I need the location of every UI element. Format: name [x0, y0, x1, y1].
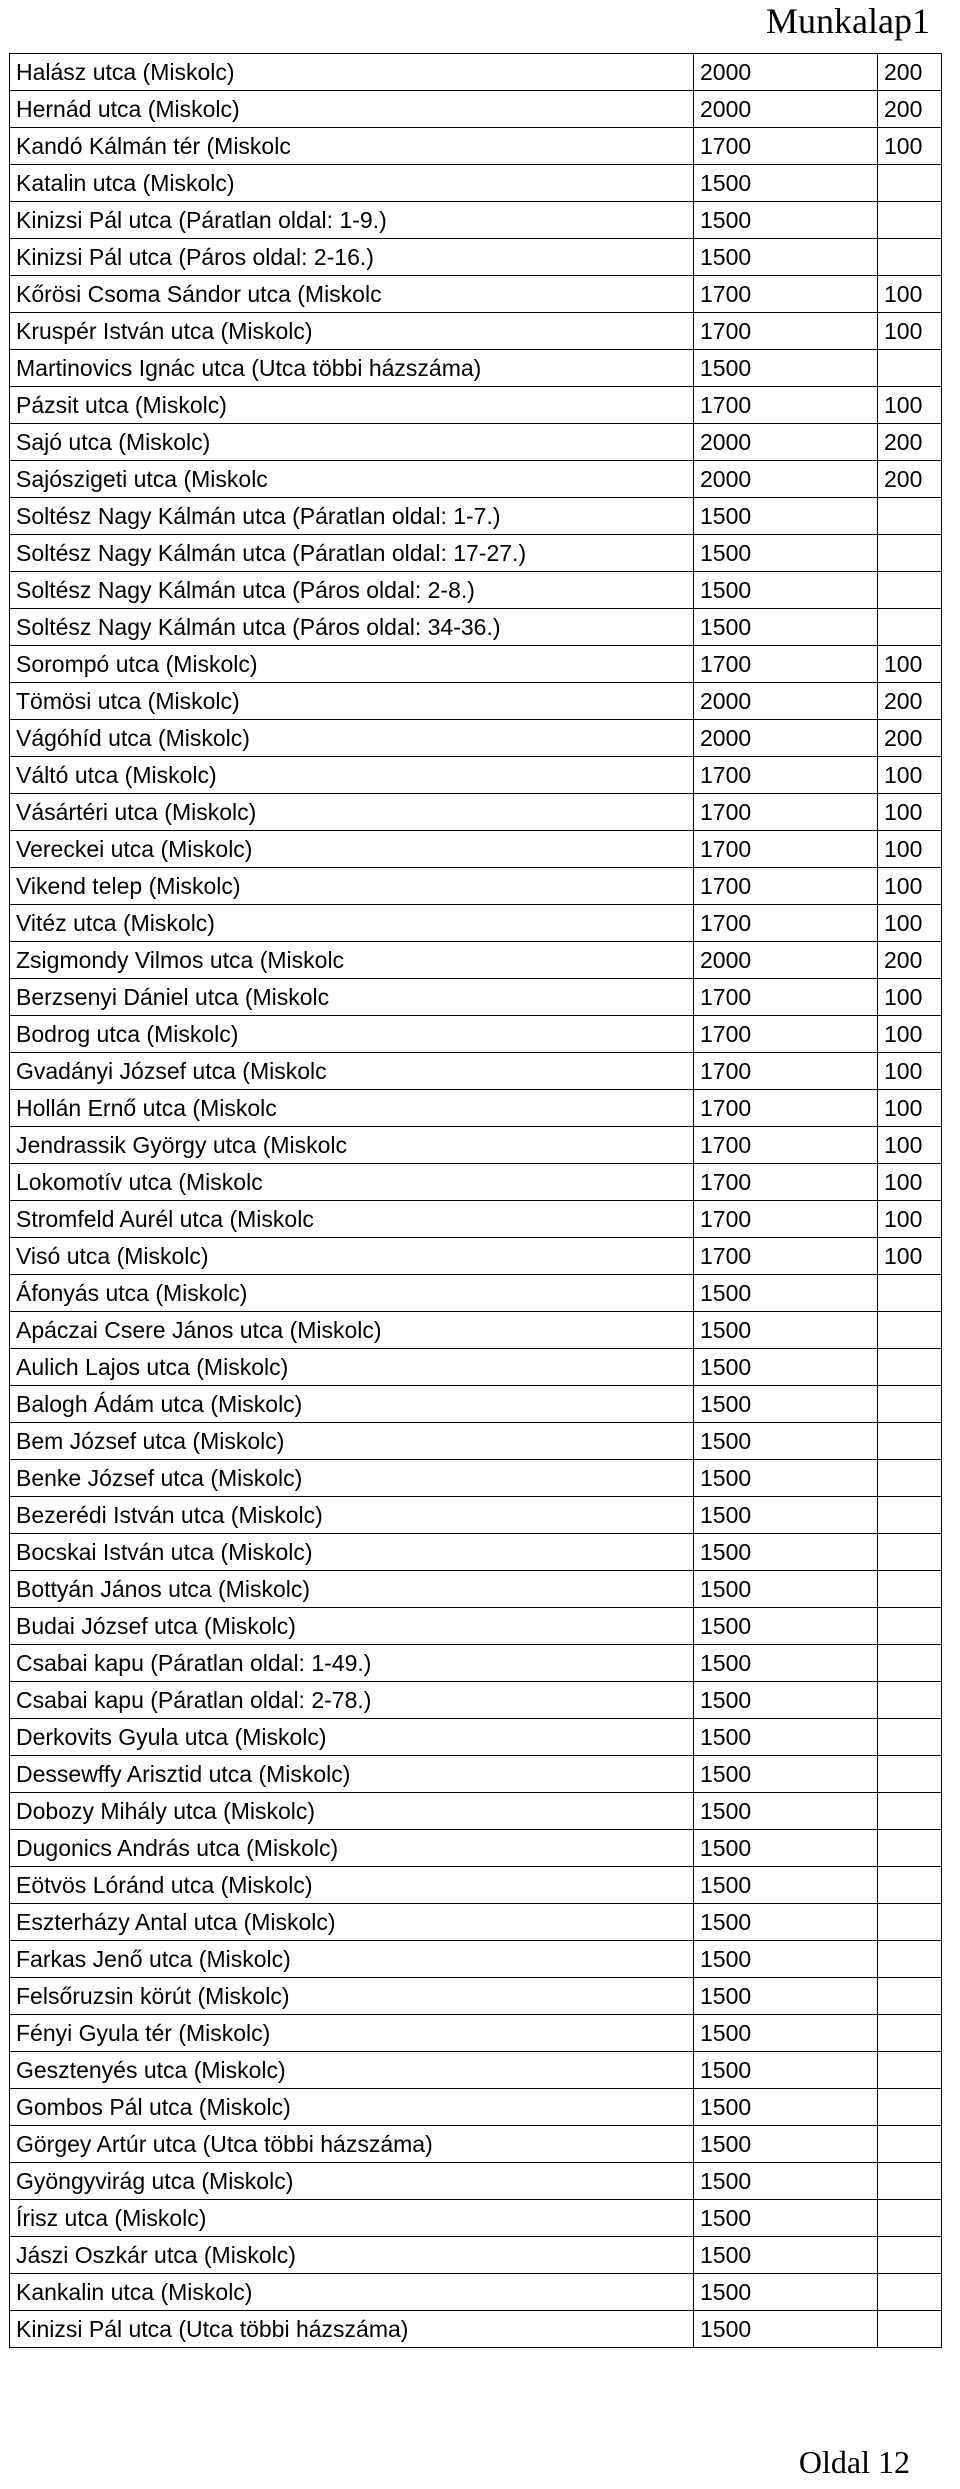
value-a-cell: 1500	[694, 239, 878, 276]
table-row	[10, 1053, 942, 1090]
table-row	[10, 91, 942, 128]
street-name-cell: Tömösi utca (Miskolc)	[10, 683, 694, 720]
value-b-cell	[878, 2015, 942, 2052]
value-a-cell: 1500	[694, 1645, 878, 1682]
street-name-cell: Váltó utca (Miskolc)	[10, 757, 694, 794]
street-name-cell: Kinizsi Pál utca (Páratlan oldal: 1-9.)	[10, 202, 694, 239]
table-row	[10, 239, 942, 276]
table-row	[10, 683, 942, 720]
table-row	[10, 794, 942, 831]
street-price-table	[9, 53, 942, 2348]
value-a-cell: 1700	[694, 979, 878, 1016]
street-name-cell: Dessewffy Arisztid utca (Miskolc)	[10, 1756, 694, 1793]
value-b-cell	[878, 1534, 942, 1571]
street-name-cell: Bodrog utca (Miskolc)	[10, 1016, 694, 1053]
value-a-cell: 1700	[694, 1090, 878, 1127]
value-a-cell: 1700	[694, 1201, 878, 1238]
street-name-cell: Kankalin utca (Miskolc)	[10, 2274, 694, 2311]
value-b-cell: 100	[878, 128, 942, 165]
value-a-cell: 1500	[694, 1867, 878, 1904]
value-a-cell: 2000	[694, 424, 878, 461]
value-b-cell	[878, 239, 942, 276]
value-b-cell	[878, 1682, 942, 1719]
street-name-cell: Visó utca (Miskolc)	[10, 1238, 694, 1275]
street-name-cell: Kinizsi Pál utca (Utca többi házszáma)	[10, 2311, 694, 2348]
street-name-cell: Hernád utca (Miskolc)	[10, 91, 694, 128]
table-row	[10, 1497, 942, 1534]
value-b-cell	[878, 1830, 942, 1867]
value-a-cell: 1500	[694, 609, 878, 646]
value-b-cell	[878, 2089, 942, 2126]
street-name-cell: Gesztenyés utca (Miskolc)	[10, 2052, 694, 2089]
table-row	[10, 350, 942, 387]
table-row	[10, 2089, 942, 2126]
table-row	[10, 609, 942, 646]
value-b-cell	[878, 1608, 942, 1645]
value-a-cell: 2000	[694, 91, 878, 128]
table-row	[10, 1201, 942, 1238]
value-b-cell: 100	[878, 1164, 942, 1201]
value-b-cell: 100	[878, 1201, 942, 1238]
street-name-cell: Vitéz utca (Miskolc)	[10, 905, 694, 942]
value-b-cell	[878, 2163, 942, 2200]
value-a-cell: 1700	[694, 128, 878, 165]
street-name-cell: Bottyán János utca (Miskolc)	[10, 1571, 694, 1608]
value-a-cell: 1700	[694, 276, 878, 313]
value-b-cell	[878, 572, 942, 609]
street-name-cell: Felsőruzsin körút (Miskolc)	[10, 1978, 694, 2015]
table-row	[10, 2311, 942, 2348]
value-b-cell	[878, 1460, 942, 1497]
value-b-cell: 100	[878, 1016, 942, 1053]
street-name-cell: Benke József utca (Miskolc)	[10, 1460, 694, 1497]
value-b-cell: 200	[878, 942, 942, 979]
value-a-cell: 1500	[694, 1978, 878, 2015]
value-b-cell: 100	[878, 276, 942, 313]
table-row	[10, 535, 942, 572]
table-row	[10, 1238, 942, 1275]
street-name-cell: Katalin utca (Miskolc)	[10, 165, 694, 202]
table-row	[10, 461, 942, 498]
value-b-cell: 100	[878, 313, 942, 350]
table-row	[10, 313, 942, 350]
value-b-cell	[878, 1386, 942, 1423]
value-a-cell: 1500	[694, 1275, 878, 1312]
value-b-cell	[878, 1349, 942, 1386]
value-b-cell	[878, 2126, 942, 2163]
table-row	[10, 1904, 942, 1941]
street-name-cell: Dugonics András utca (Miskolc)	[10, 1830, 694, 1867]
street-name-cell: Bezerédi István utca (Miskolc)	[10, 1497, 694, 1534]
street-name-cell: Soltész Nagy Kálmán utca (Páratlan oldal: 1-7.)	[10, 498, 694, 535]
street-name-cell: Kőrösi Csoma Sándor utca (Miskolc	[10, 276, 694, 313]
value-a-cell: 1500	[694, 535, 878, 572]
table-row	[10, 1275, 942, 1312]
table-row	[10, 202, 942, 239]
value-b-cell	[878, 165, 942, 202]
value-a-cell: 1500	[694, 2089, 878, 2126]
table-row	[10, 646, 942, 683]
value-a-cell: 1500	[694, 1941, 878, 1978]
value-a-cell: 1500	[694, 1793, 878, 1830]
value-a-cell: 1700	[694, 646, 878, 683]
table-row	[10, 1016, 942, 1053]
value-a-cell: 1500	[694, 1608, 878, 1645]
table-row	[10, 54, 942, 91]
table-row	[10, 868, 942, 905]
value-a-cell: 1500	[694, 1571, 878, 1608]
value-b-cell	[878, 2274, 942, 2311]
table-row	[10, 942, 942, 979]
street-name-cell: Sajó utca (Miskolc)	[10, 424, 694, 461]
table-row	[10, 2200, 942, 2237]
street-name-cell: Csabai kapu (Páratlan oldal: 2-78.)	[10, 1682, 694, 1719]
value-b-cell	[878, 2311, 942, 2348]
street-name-cell: Bocskai István utca (Miskolc)	[10, 1534, 694, 1571]
table-row	[10, 1090, 942, 1127]
value-b-cell	[878, 202, 942, 239]
value-b-cell	[878, 1275, 942, 1312]
street-name-cell: Vereckei utca (Miskolc)	[10, 831, 694, 868]
value-b-cell	[878, 1719, 942, 1756]
value-a-cell: 1500	[694, 2015, 878, 2052]
street-name-cell: Fényi Gyula tér (Miskolc)	[10, 2015, 694, 2052]
value-a-cell: 2000	[694, 54, 878, 91]
table-row	[10, 2126, 942, 2163]
value-b-cell	[878, 1978, 942, 2015]
street-name-cell: Berzsenyi Dániel utca (Miskolc	[10, 979, 694, 1016]
value-b-cell	[878, 1571, 942, 1608]
street-name-cell: Soltész Nagy Kálmán utca (Páros oldal: 2-8.)	[10, 572, 694, 609]
street-name-cell: Vágóhíd utca (Miskolc)	[10, 720, 694, 757]
street-name-cell: Gombos Pál utca (Miskolc)	[10, 2089, 694, 2126]
value-a-cell: 1500	[694, 1830, 878, 1867]
street-name-cell: Vásártéri utca (Miskolc)	[10, 794, 694, 831]
table-row	[10, 1608, 942, 1645]
table-row	[10, 2274, 942, 2311]
value-a-cell: 1500	[694, 1349, 878, 1386]
street-name-cell: Eszterházy Antal utca (Miskolc)	[10, 1904, 694, 1941]
street-name-cell: Farkas Jenő utca (Miskolc)	[10, 1941, 694, 1978]
table-row	[10, 905, 942, 942]
value-b-cell: 200	[878, 54, 942, 91]
street-name-cell: Eötvös Lóránd utca (Miskolc)	[10, 1867, 694, 1904]
street-name-cell: Apáczai Csere János utca (Miskolc)	[10, 1312, 694, 1349]
value-a-cell: 1700	[694, 1127, 878, 1164]
table-row	[10, 165, 942, 202]
table-row	[10, 1312, 942, 1349]
value-a-cell: 2000	[694, 942, 878, 979]
value-a-cell: 1500	[694, 1719, 878, 1756]
table-row	[10, 498, 942, 535]
table-row	[10, 2052, 942, 2089]
value-b-cell: 200	[878, 683, 942, 720]
table-row	[10, 1682, 942, 1719]
value-b-cell: 200	[878, 91, 942, 128]
value-b-cell: 200	[878, 720, 942, 757]
street-name-cell: Aulich Lajos utca (Miskolc)	[10, 1349, 694, 1386]
value-b-cell: 100	[878, 1238, 942, 1275]
value-b-cell: 200	[878, 424, 942, 461]
sheet-title: Munkalap1	[766, 1, 930, 41]
street-name-cell: Jászi Oszkár utca (Miskolc)	[10, 2237, 694, 2274]
table-row	[10, 572, 942, 609]
value-b-cell	[878, 1312, 942, 1349]
value-b-cell	[878, 2052, 942, 2089]
value-b-cell	[878, 1793, 942, 1830]
value-a-cell: 1700	[694, 905, 878, 942]
value-b-cell: 100	[878, 757, 942, 794]
table-body	[10, 54, 942, 2348]
table-row	[10, 831, 942, 868]
table-row	[10, 276, 942, 313]
table-row	[10, 2163, 942, 2200]
value-a-cell: 1500	[694, 2126, 878, 2163]
value-b-cell	[878, 1941, 942, 1978]
table-row	[10, 1423, 942, 1460]
value-a-cell: 1500	[694, 498, 878, 535]
value-b-cell: 100	[878, 387, 942, 424]
street-name-cell: Kruspér István utca (Miskolc)	[10, 313, 694, 350]
table-row	[10, 720, 942, 757]
street-name-cell: Sorompó utca (Miskolc)	[10, 646, 694, 683]
street-name-cell: Gvadányi József utca (Miskolc	[10, 1053, 694, 1090]
value-b-cell: 100	[878, 868, 942, 905]
street-name-cell: Derkovits Gyula utca (Miskolc)	[10, 1719, 694, 1756]
value-b-cell	[878, 2200, 942, 2237]
street-name-cell: Csabai kapu (Páratlan oldal: 1-49.)	[10, 1645, 694, 1682]
street-name-cell: Bem József utca (Miskolc)	[10, 1423, 694, 1460]
value-a-cell: 1700	[694, 1238, 878, 1275]
value-a-cell: 1500	[694, 202, 878, 239]
street-name-cell: Vikend telep (Miskolc)	[10, 868, 694, 905]
table-row	[10, 424, 942, 461]
table-row	[10, 1719, 942, 1756]
value-a-cell: 1500	[694, 2237, 878, 2274]
table-row	[10, 1793, 942, 1830]
street-name-cell: Sajószigeti utca (Miskolc	[10, 461, 694, 498]
value-a-cell: 1700	[694, 1164, 878, 1201]
table-row	[10, 1127, 942, 1164]
value-b-cell: 100	[878, 1127, 942, 1164]
value-b-cell	[878, 609, 942, 646]
street-name-cell: Görgey Artúr utca (Utca többi házszáma)	[10, 2126, 694, 2163]
table-row	[10, 2237, 942, 2274]
table-row	[10, 1867, 942, 1904]
value-b-cell: 100	[878, 831, 942, 868]
value-b-cell: 100	[878, 794, 942, 831]
street-name-cell: Dobozy Mihály utca (Miskolc)	[10, 1793, 694, 1830]
table-row	[10, 757, 942, 794]
table-row	[10, 1941, 942, 1978]
street-name-cell: Stromfeld Aurél utca (Miskolc	[10, 1201, 694, 1238]
value-a-cell: 1500	[694, 572, 878, 609]
street-name-cell: Halász utca (Miskolc)	[10, 54, 694, 91]
value-b-cell	[878, 498, 942, 535]
street-name-cell: Áfonyás utca (Miskolc)	[10, 1275, 694, 1312]
value-b-cell	[878, 1756, 942, 1793]
value-a-cell: 1500	[694, 2163, 878, 2200]
value-a-cell: 1500	[694, 1756, 878, 1793]
value-b-cell	[878, 1497, 942, 1534]
value-b-cell	[878, 2237, 942, 2274]
table-row	[10, 1830, 942, 1867]
value-b-cell: 100	[878, 905, 942, 942]
value-a-cell: 1500	[694, 1460, 878, 1497]
street-name-cell: Martinovics Ignác utca (Utca többi házszáma)	[10, 350, 694, 387]
street-name-cell: Soltész Nagy Kálmán utca (Páratlan oldal: 17-27.)	[10, 535, 694, 572]
value-a-cell: 1700	[694, 757, 878, 794]
value-b-cell: 100	[878, 646, 942, 683]
value-a-cell: 1500	[694, 2311, 878, 2348]
value-a-cell: 1500	[694, 2200, 878, 2237]
table-row	[10, 128, 942, 165]
table-row	[10, 1645, 942, 1682]
value-a-cell: 1700	[694, 794, 878, 831]
value-a-cell: 1500	[694, 1386, 878, 1423]
street-name-cell: Hollán Ernő utca (Miskolc	[10, 1090, 694, 1127]
value-a-cell: 1500	[694, 2052, 878, 2089]
street-name-cell: Írisz utca (Miskolc)	[10, 2200, 694, 2237]
value-b-cell	[878, 1904, 942, 1941]
value-a-cell: 2000	[694, 683, 878, 720]
value-b-cell: 100	[878, 1090, 942, 1127]
street-name-cell: Soltész Nagy Kálmán utca (Páros oldal: 34-36.)	[10, 609, 694, 646]
value-b-cell: 100	[878, 1053, 942, 1090]
value-a-cell: 1700	[694, 313, 878, 350]
table-row	[10, 1756, 942, 1793]
value-a-cell: 1500	[694, 1312, 878, 1349]
value-a-cell: 1700	[694, 868, 878, 905]
value-a-cell: 1500	[694, 165, 878, 202]
value-a-cell: 1500	[694, 1682, 878, 1719]
value-a-cell: 1500	[694, 1423, 878, 1460]
value-b-cell	[878, 1645, 942, 1682]
value-a-cell: 1700	[694, 387, 878, 424]
street-name-cell: Lokomotív utca (Miskolc	[10, 1164, 694, 1201]
street-name-cell: Budai József utca (Miskolc)	[10, 1608, 694, 1645]
value-a-cell: 1700	[694, 831, 878, 868]
street-name-cell: Jendrassik György utca (Miskolc	[10, 1127, 694, 1164]
value-b-cell	[878, 535, 942, 572]
table-row	[10, 1978, 942, 2015]
table-row	[10, 1164, 942, 1201]
table-row	[10, 979, 942, 1016]
table-row	[10, 1349, 942, 1386]
street-name-cell: Balogh Ádám utca (Miskolc)	[10, 1386, 694, 1423]
value-b-cell: 100	[878, 979, 942, 1016]
value-b-cell	[878, 350, 942, 387]
value-a-cell: 1500	[694, 1497, 878, 1534]
page-number: Oldal 12	[798, 2444, 910, 2480]
value-a-cell: 1500	[694, 1904, 878, 1941]
value-a-cell: 1500	[694, 1534, 878, 1571]
street-name-cell: Gyöngyvirág utca (Miskolc)	[10, 2163, 694, 2200]
value-a-cell: 1700	[694, 1053, 878, 1090]
value-a-cell: 1500	[694, 2274, 878, 2311]
value-b-cell	[878, 1423, 942, 1460]
street-name-cell: Pázsit utca (Miskolc)	[10, 387, 694, 424]
value-a-cell: 1700	[694, 1016, 878, 1053]
value-a-cell: 2000	[694, 720, 878, 757]
table-row	[10, 1460, 942, 1497]
table-row	[10, 1386, 942, 1423]
value-a-cell: 1500	[694, 350, 878, 387]
value-b-cell	[878, 1867, 942, 1904]
value-a-cell: 2000	[694, 461, 878, 498]
street-name-cell: Kinizsi Pál utca (Páros oldal: 2-16.)	[10, 239, 694, 276]
table-row	[10, 1571, 942, 1608]
value-b-cell: 200	[878, 461, 942, 498]
table-row	[10, 1534, 942, 1571]
street-name-cell: Kandó Kálmán tér (Miskolc	[10, 128, 694, 165]
table-row	[10, 2015, 942, 2052]
table-row	[10, 387, 942, 424]
street-name-cell: Zsigmondy Vilmos utca (Miskolc	[10, 942, 694, 979]
